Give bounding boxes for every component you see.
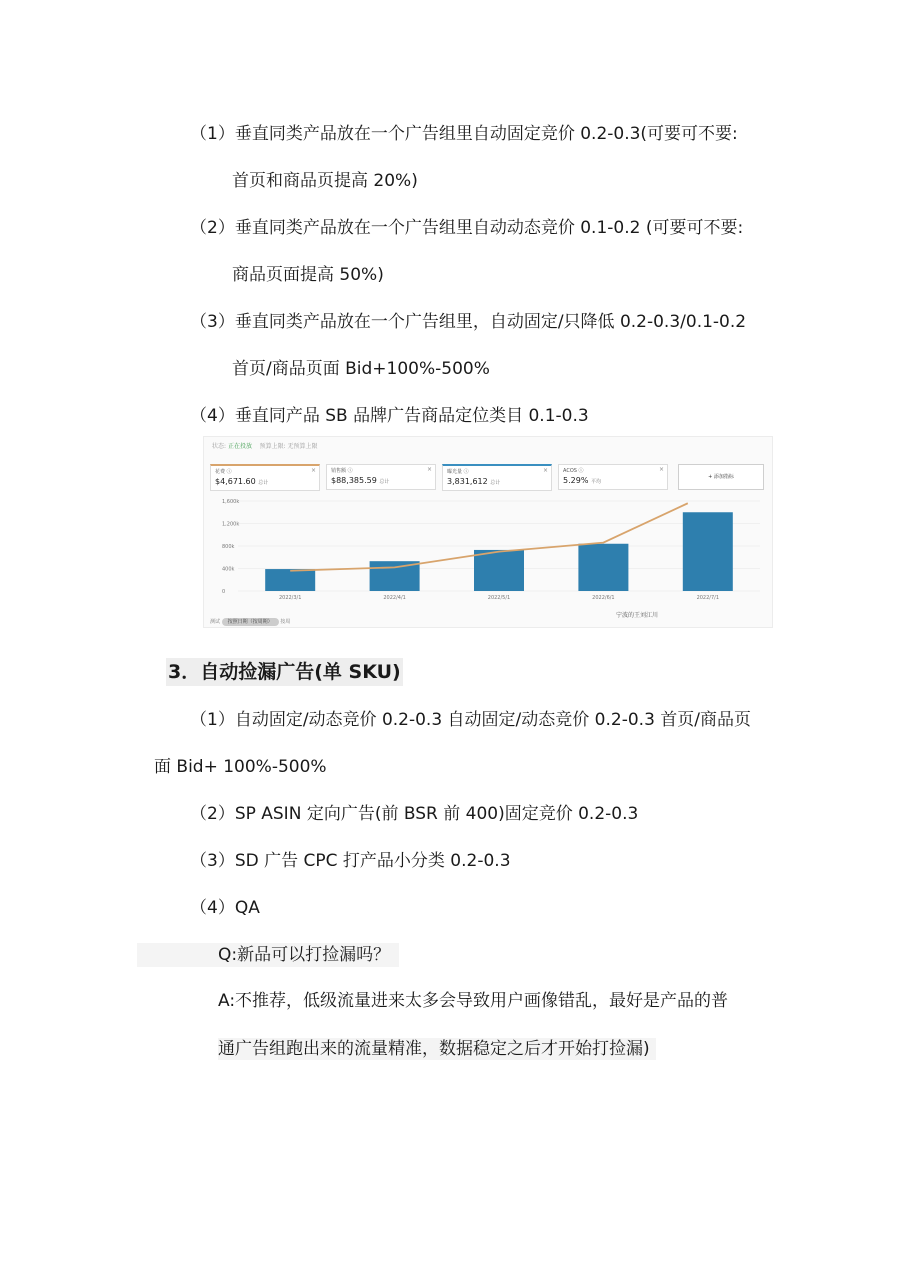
qa-answer-line1: A:不推荐，低级流量进来太多会导致用户画像错乱，最好是产品的普 — [218, 991, 729, 1011]
y-tick-label: 800k — [222, 544, 235, 550]
section-heading: 3．自动捡漏广告(单 SKU) — [166, 658, 403, 686]
close-icon[interactable]: × — [658, 466, 664, 473]
metric-card-acos[interactable] — [558, 464, 668, 490]
qa-answer-line2: 通广告组跑出来的流量精准，数据稳定之后才开始打捡漏) — [218, 1038, 656, 1060]
item1-line1: （1）垂直同类产品放在一个广告组里自动固定竞价 0.2-0.3(可要可不要: — [190, 124, 738, 144]
s3-item1-line1: （1）自动固定/动态竞价 0.2-0.3 自动固定/动态竞价 0.2-0.3 首页/商品页 — [190, 710, 752, 730]
ad-dashboard-screenshot — [203, 436, 773, 628]
s3-item2: （2）SP ASIN 定向广告(前 BSR 前 400)固定竞价 0.2-0.3 — [190, 804, 639, 824]
add-metric-button[interactable]: + 添加指标 — [678, 464, 764, 490]
watermark-text: 宁波的王刘江川 — [616, 612, 659, 619]
s3-item1-line2: 面 Bid+ 100%-500% — [154, 757, 327, 777]
y-tick-label: 1,200k — [222, 521, 240, 528]
metric-label: 销售额 ⓘ — [331, 468, 353, 474]
metric-label: 花费 ⓘ — [215, 469, 232, 475]
qa-question-text: Q:新品可以打捡漏吗？ — [218, 945, 391, 965]
y-tick-label: 400k — [222, 566, 235, 573]
date-range-tab[interactable]: 按照日期（按周期） — [222, 618, 279, 626]
bar — [578, 544, 628, 591]
item4-line1: （4）垂直同产品 SB 品牌广告商品定位类目 0.1-0.3 — [190, 406, 589, 426]
bar — [370, 561, 420, 591]
y-tick-label: 1,600k — [222, 499, 240, 505]
x-tick-label: 2022/6/1 — [592, 595, 615, 601]
metric-card-sales[interactable] — [326, 464, 436, 490]
bar — [265, 569, 315, 591]
bar — [683, 512, 733, 591]
close-icon[interactable]: × — [310, 467, 316, 474]
qa-question — [137, 943, 399, 967]
bottom-tabs — [210, 618, 290, 625]
item3-line2: 首页/商品页面 Bid+100%-500% — [232, 359, 490, 379]
close-icon[interactable]: × — [426, 466, 432, 473]
metric-value: 3,831,612 总计 — [447, 477, 501, 486]
x-tick-label: 2022/3/1 — [278, 595, 302, 601]
item2-line1: （2）垂直同类产品放在一个广告组里自动动态竞价 0.1-0.2 (可要可不要: — [190, 218, 744, 238]
status-label: 状态: — [212, 443, 227, 450]
metric-value: $88,385.59 总计 — [331, 476, 390, 485]
budget-cap: 预算上限: 无预算上限 — [259, 443, 318, 450]
metric-value: 5.29% 平均 — [563, 476, 601, 485]
metric-value: $4,671.60 总计 — [215, 477, 269, 486]
bottom-tab-label: 测试 — [210, 619, 221, 625]
x-tick-label: 2022/5/1 — [487, 595, 511, 601]
status-value: 正在投放 — [227, 443, 252, 450]
metric-label: 曝光量 ⓘ — [447, 469, 469, 475]
s3-item3: （3）SD 广告 CPC 打产品小分类 0.2-0.3 — [190, 851, 511, 871]
s3-item4: （4）QA — [190, 898, 260, 918]
x-tick-label: 2022/7/1 — [696, 595, 720, 601]
status-bar — [212, 441, 318, 450]
item1-line2: 首页和商品页提高 20%) — [232, 171, 418, 191]
metric-card-spend[interactable] — [210, 464, 320, 491]
metrics-chart — [204, 493, 772, 611]
metric-card-impressions[interactable] — [442, 464, 552, 491]
weekly-tab[interactable]: 按周 — [280, 619, 291, 625]
metric-label: ACOS ⓘ — [563, 468, 584, 474]
close-icon[interactable]: × — [542, 467, 548, 474]
item2-line2: 商品页面提高 50%) — [232, 265, 384, 285]
item3-line1: （3）垂直同类产品放在一个广告组里，自动固定/只降低 0.2-0.3/0.1-0.2 — [190, 312, 747, 332]
x-tick-label: 2022/4/1 — [383, 595, 406, 601]
bar — [474, 550, 524, 591]
y-tick-label: 0 — [222, 589, 226, 595]
